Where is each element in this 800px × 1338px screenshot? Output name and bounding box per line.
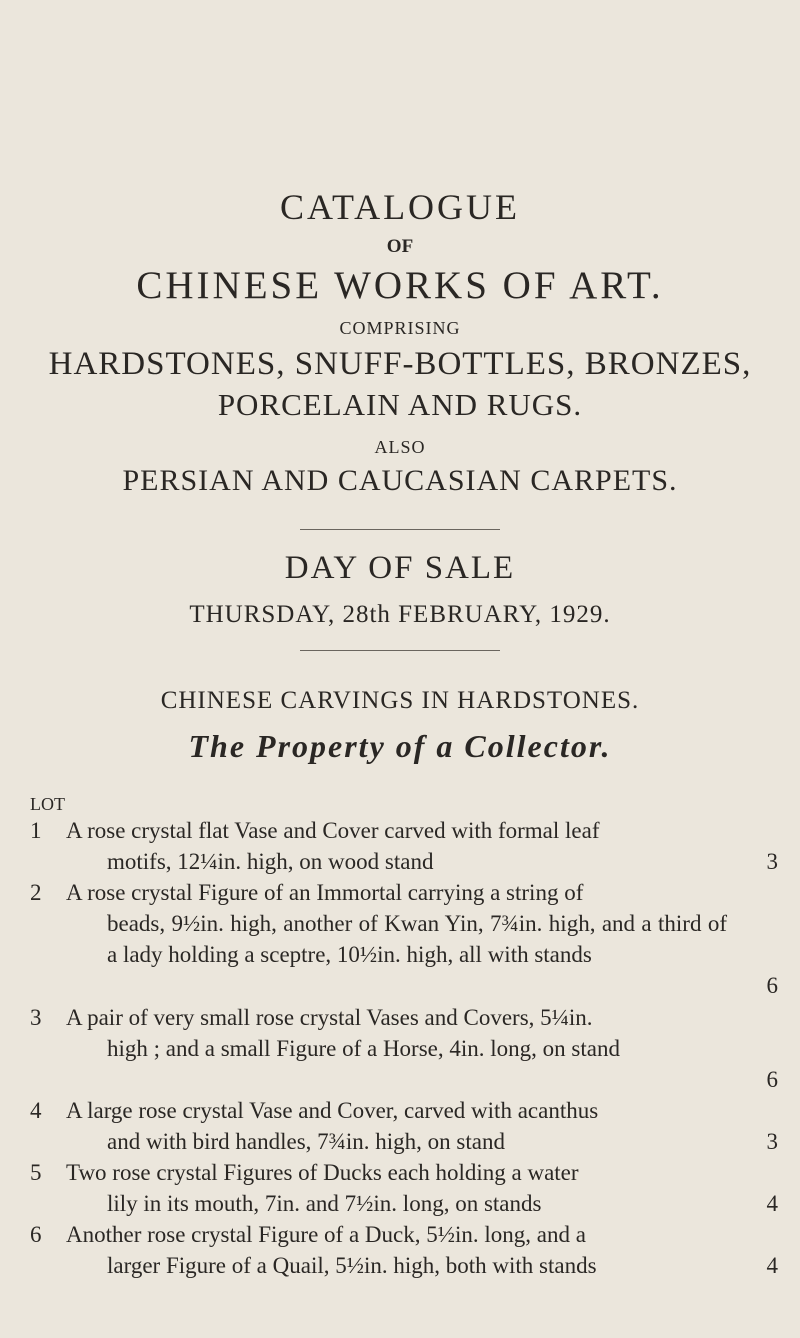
sale-heading: DAY OF SALE	[284, 550, 516, 586]
lot-price: 6	[766, 1067, 778, 1092]
lot-description-continuation: and with bird handles, 7¾in. high, on stand	[107, 1129, 505, 1154]
lot-description-first-line: A rose crystal flat Vase and Cover carved with formal leaf	[66, 818, 600, 843]
lot-description-first-line: A pair of very small rose crystal Vases and Covers, 5¼in.	[66, 1005, 593, 1030]
lot-price: 3	[766, 1129, 778, 1154]
lot-description-continuation: motifs, 12¼in. high, on wood stand	[107, 849, 434, 874]
catalogue-title: CATALOGUE	[279, 187, 521, 227]
catalogue-subject: CHINESE WORKS OF ART.	[136, 264, 664, 307]
lot-price: 3	[766, 849, 778, 874]
also-label: ALSO	[374, 437, 426, 457]
lot-description	[66, 1157, 784, 1219]
section-owner: The Property of a Collector.	[188, 728, 612, 764]
lot-description-continuation: high ; and a small Figure of a Horse, 4in. long, on stand	[107, 1036, 620, 1061]
lot-column-header: LOT	[30, 794, 65, 814]
lot-description-first-line: Another rose crystal Figure of a Duck, 5½in. long, and a	[66, 1222, 586, 1247]
lot-price: 6	[766, 973, 778, 998]
divider-rule	[300, 529, 500, 530]
lot-description-first-line: A rose crystal Figure of an Immortal carrying a string of	[66, 880, 584, 905]
lot-description	[66, 1219, 784, 1281]
contents-line-3: PERSIAN AND CAUCASIAN CARPETS.	[122, 464, 678, 497]
lot-description-first-line: Two rose crystal Figures of Ducks each holding a water	[66, 1160, 579, 1185]
lot-number: 6	[30, 1222, 42, 1247]
divider-rule	[300, 650, 500, 651]
contents-line-1: HARDSTONES, SNUFF-BOTTLES, BRONZES,	[48, 346, 752, 382]
sale-date: THURSDAY, 28th FEBRUARY, 1929.	[189, 601, 611, 628]
lot-description-first-line: A large rose crystal Vase and Cover, carved with acanthus	[66, 1098, 599, 1123]
lot-description-continuation: beads, 9½in. high, another of Kwan Yin, 7¾in. high, and a third of a lady holding a sceptre, 10½in. high, all with stands	[107, 911, 727, 967]
lot-description	[66, 877, 784, 970]
section-heading: CHINESE CARVINGS IN HARDSTONES.	[160, 687, 640, 714]
lot-number: 2	[30, 880, 42, 905]
title-of: OF	[386, 236, 414, 257]
contents-line-2: PORCELAIN AND RUGS.	[217, 387, 583, 422]
lot-number: 3	[30, 1005, 42, 1030]
lot-number: 1	[30, 818, 42, 843]
lot-number: 4	[30, 1098, 42, 1123]
lot-number: 5	[30, 1160, 42, 1185]
lot-price: 4	[766, 1253, 778, 1278]
comprising-label: COMPRISING	[339, 318, 461, 338]
lot-description	[66, 1095, 784, 1157]
lot-description-continuation: lily in its mouth, 7in. and 7½in. long, on stands	[107, 1191, 542, 1216]
lot-price: 4	[766, 1191, 778, 1216]
lot-description-continuation: larger Figure of a Quail, 5½in. high, both with stands	[107, 1253, 597, 1278]
lot-description	[66, 1002, 784, 1064]
lot-description	[66, 815, 784, 877]
